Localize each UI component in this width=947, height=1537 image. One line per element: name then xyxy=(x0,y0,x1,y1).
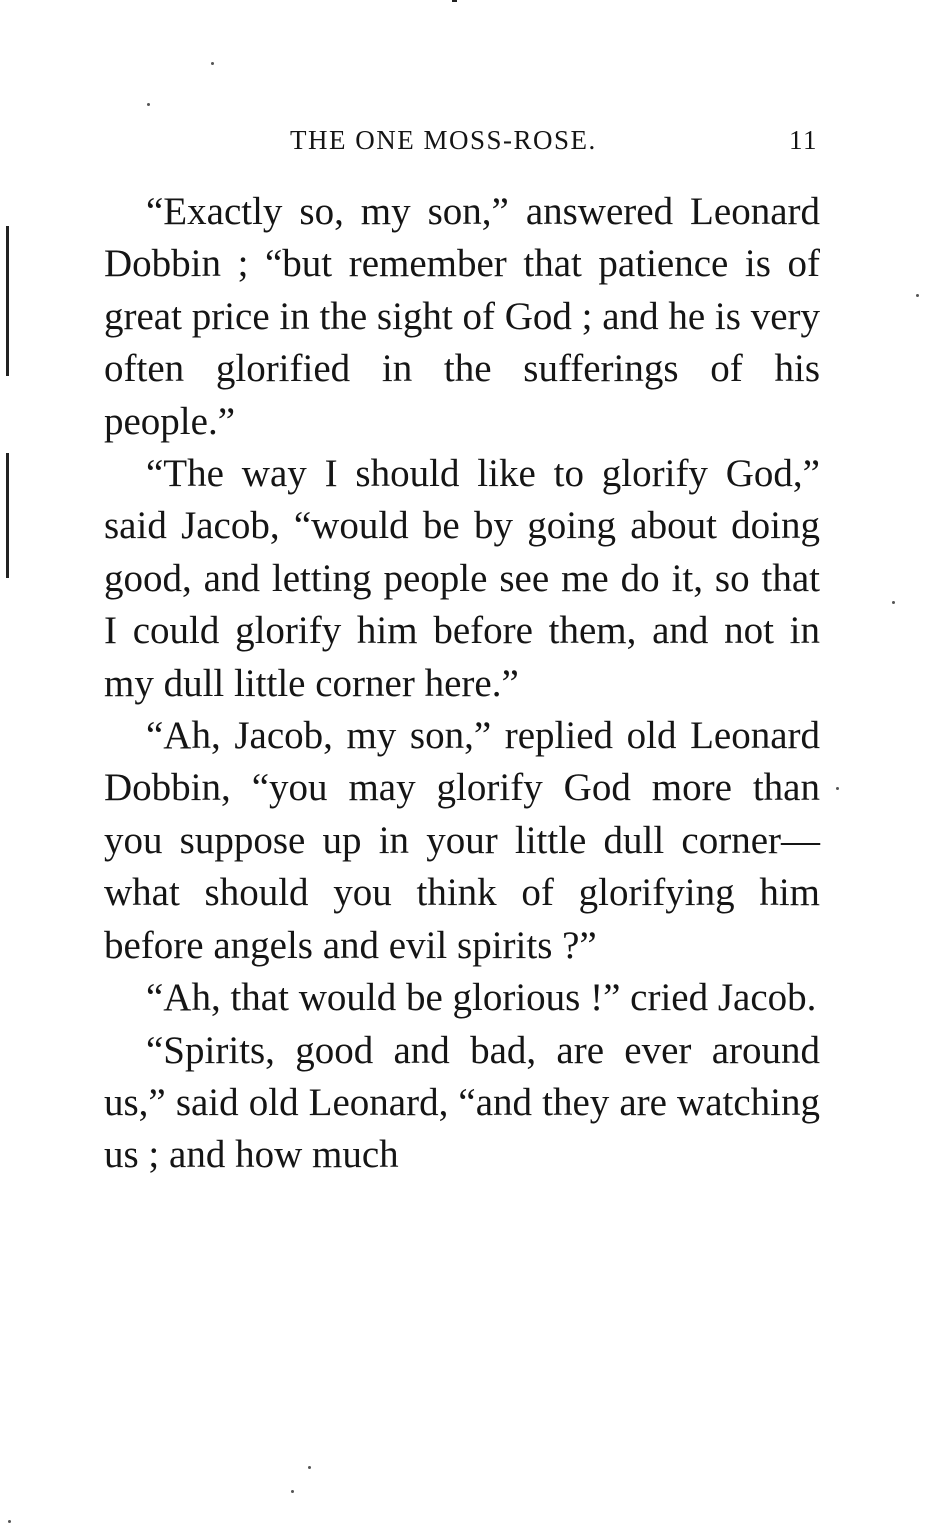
paragraph: “Ah, that would be glorious !” cried Jacob. xyxy=(146,976,817,1020)
scan-speck xyxy=(291,1490,294,1493)
paragraph: “Spirits, good and bad, are ever around us,” said old Leonard, “and they are watching us ; and how much xyxy=(104,1028,820,1177)
paragraph: “Ah, Jacob, my son,” replied old Leonard Dobbin, “you may glorify God more than you suppose up in your little dull corner—what should you think of glorifying him before angels and evil spirits ?” xyxy=(104,714,820,967)
page-number: 11 xyxy=(789,125,818,155)
paragraph: “The way I should like to glorify God,” said Jacob, “would be by going about doing good, and letting people see me do it, so that I could glorify him before them, and not in my dull little corner here.” xyxy=(104,452,820,705)
scan-margin-mark xyxy=(452,0,457,2)
scan-speck xyxy=(836,787,839,790)
scan-speck xyxy=(892,601,895,604)
scan-margin-mark xyxy=(6,226,9,376)
scan-speck xyxy=(211,62,214,65)
scan-speck xyxy=(147,103,150,106)
scan-speck xyxy=(308,1466,311,1469)
body-text xyxy=(104,186,820,1182)
scan-margin-mark xyxy=(6,453,9,578)
running-head xyxy=(104,121,820,161)
scan-speck xyxy=(916,294,919,297)
scan-speck xyxy=(8,1520,11,1523)
paragraph: “Exactly so, my son,” answered Leonard Dobbin ; “but remember that patience is of great price in the sight of God ; and he is very often glorified in the sufferings of his people.” xyxy=(104,190,820,443)
running-title: THE ONE MOSS-ROSE. xyxy=(290,125,597,155)
